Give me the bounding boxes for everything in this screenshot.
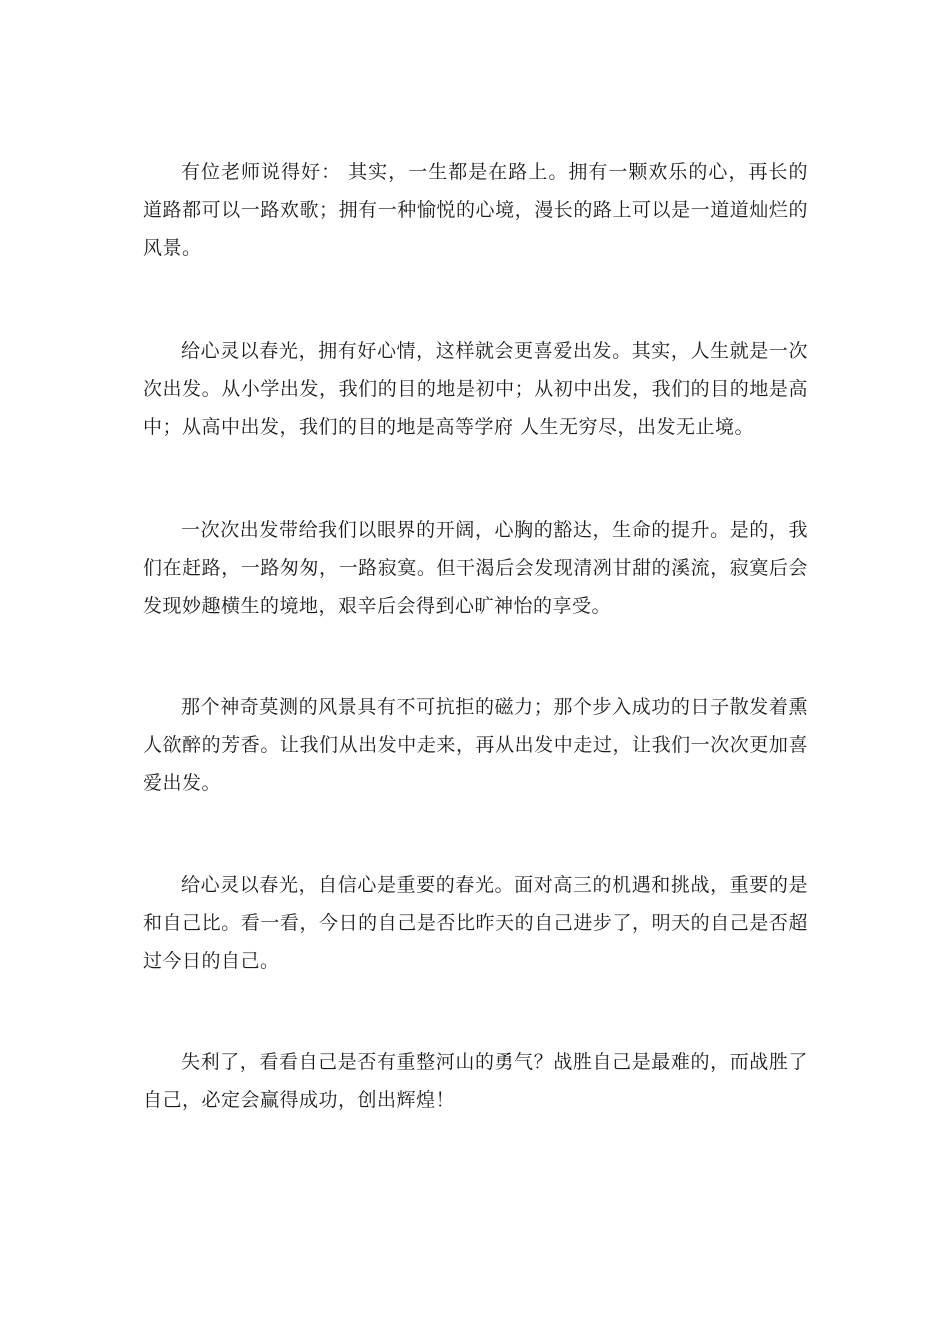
paragraph-3: 一次次出发带给我们以眼界的开阔，心胸的豁达，生命的提升。是的，我们在赶路，一路匆匆，一路寂寞。但干渴后会发现清冽甘甜的溪流，寂寞后会发现妙趣横生的境地，艰辛后会得到心旷神怡的享受。: [143, 519, 808, 617]
paragraph-1: 有位老师说得好： 其实，一生都是在路上。拥有一颗欢乐的心，再长的道路都可以一路欢歌；拥有一种愉悦的心境，漫长的路上可以是一道道灿烂的风景。: [143, 161, 808, 259]
paragraph-5: 给心灵以春光，自信心是重要的春光。面对高三的机遇和挑战，重要的是和自己比。看一看，今日的自己是否比昨天的自己进步了，明天的自己是否超过今日的自己。: [143, 874, 808, 972]
paragraph-6: 失利了，看看自己是否有重整河山的勇气？战胜自己是最难的，而战胜了自己，必定会赢得成功，创出辉煌！: [143, 1051, 808, 1111]
paragraph-2: 给心灵以春光，拥有好心情，这样就会更喜爱出发。其实，人生就是一次次出发。从小学出发，我们的目的地是初中；从初中出发，我们的目的地是高中；从高中出发，我们的目的地是高等学府 人生无穷尽，出发无止境。: [143, 340, 808, 438]
paragraph-4: 那个神奇莫测的风景具有不可抗拒的磁力；那个步入成功的日子散发着熏人欲醉的芳香。让我们从出发中走来，再从出发中走过，让我们一次次更加喜爱出发。: [143, 696, 808, 794]
